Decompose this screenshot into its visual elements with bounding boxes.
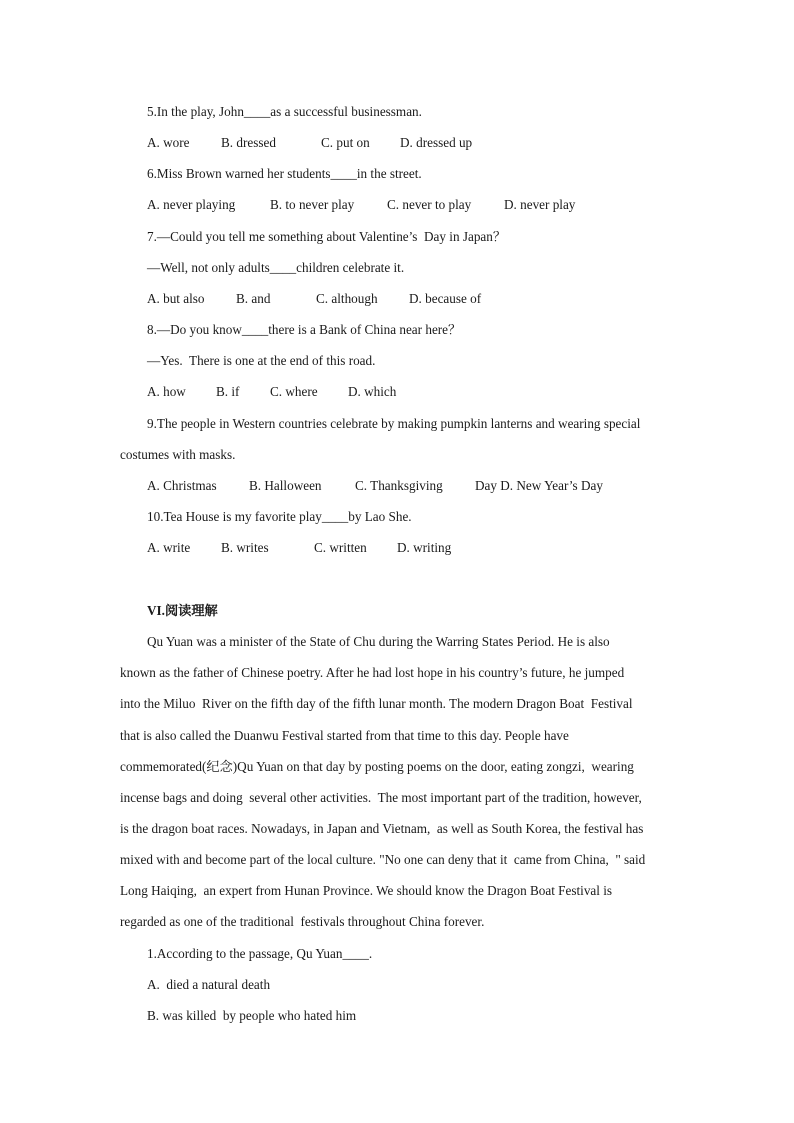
question-9-option-b: B. Halloween <box>249 478 322 493</box>
passage-line: into the Miluo River on the fifth day of the fifth lunar month. The modern Dragon Boat Festival <box>120 696 633 711</box>
question-5-stem: 5.In the play, John____as a successful businessman. <box>147 104 422 119</box>
passage-line: Qu Yuan was a minister of the State of Chu during the Warring States Period. He is also <box>147 634 610 649</box>
question-6-option-b: B. to never play <box>270 197 355 212</box>
question-7-option-c: C. although <box>316 291 378 306</box>
passage-line: commemorated(纪念)Qu Yuan on that day by posting poems on the door, eating zongzi, wearing <box>120 759 634 774</box>
question-9-option-c: C. Thanksgiving <box>355 478 443 493</box>
question-9-option-a: A. Christmas <box>147 478 217 493</box>
question-10-option-d: D. writing <box>397 540 452 555</box>
passage-line: incense bags and doing several other activities. The most important part of the tradition, however, <box>120 790 642 805</box>
reading-question-1-option-a: A. died a natural death <box>147 977 271 992</box>
question-7-stem: 7.—Could you tell me something about Valentine’s Day in Japan？ <box>147 229 507 244</box>
question-7-option-a: A. but also <box>147 291 205 306</box>
question-7-stem-reply: —Well, not only adults____children celebrate it. <box>147 260 405 275</box>
question-8-option-c: C. where <box>270 384 318 399</box>
question-8-option-a: A. how <box>147 384 186 399</box>
question-10-option-a: A. write <box>147 540 191 555</box>
question-10-option-b: B. writes <box>221 540 269 555</box>
question-7-option-d: D. because of <box>409 291 482 306</box>
question-9-stem: 9.The people in Western countries celebrate by making pumpkin lanterns and wearing special <box>147 416 641 431</box>
question-10-stem: 10.Tea House is my favorite play____by Lao She. <box>147 509 412 524</box>
question-5-option-d: D. dressed up <box>400 135 473 150</box>
question-7-option-b: B. and <box>236 291 271 306</box>
question-8-option-b: B. if <box>216 384 240 399</box>
question-6-stem: 6.Miss Brown warned her students____in the street. <box>147 166 422 181</box>
question-10-options <box>147 540 707 620</box>
passage-line: that is also called the Duanwu Festival started from that time to this day. People have <box>120 728 569 743</box>
question-8-stem: 8.—Do you know____there is a Bank of China near here？ <box>147 322 462 337</box>
section-heading: VI.阅读理解 <box>147 603 218 618</box>
passage-line: regarded as one of the traditional festivals throughout China forever. <box>120 914 485 929</box>
question-9-stem-continued: costumes with masks. <box>120 447 236 462</box>
question-9-option-d: Day D. New Year’s Day <box>475 478 603 493</box>
passage-line: mixed with and become part of the local culture. "No one can deny that it came from China, " said <box>120 852 646 867</box>
question-5-option-a: A. wore <box>147 135 190 150</box>
passage-line: Long Haiqing, an expert from Hunan Province. We should know the Dragon Boat Festival is <box>120 883 613 898</box>
question-6-option-c: C. never to play <box>387 197 472 212</box>
question-8-option-d: D. which <box>348 384 397 399</box>
question-5-option-c: C. put on <box>321 135 370 150</box>
question-6-option-d: D. never play <box>504 197 576 212</box>
reading-question-1-option-b: B. was killed by people who hated him <box>147 1008 357 1023</box>
question-5-option-b: B. dressed <box>221 135 276 150</box>
question-8-stem-reply: —Yes. There is one at the end of this road. <box>147 353 376 368</box>
question-10-option-c: C. written <box>314 540 367 555</box>
question-6-option-a: A. never playing <box>147 197 236 212</box>
passage-line: is the dragon boat races. Nowadays, in Japan and Vietnam, as well as South Korea, the festival has <box>120 821 644 836</box>
reading-question-1-stem: 1.According to the passage, Qu Yuan____. <box>147 946 373 961</box>
passage-line: known as the father of Chinese poetry. After he had lost hope in his country’s future, he jumped <box>120 665 625 680</box>
